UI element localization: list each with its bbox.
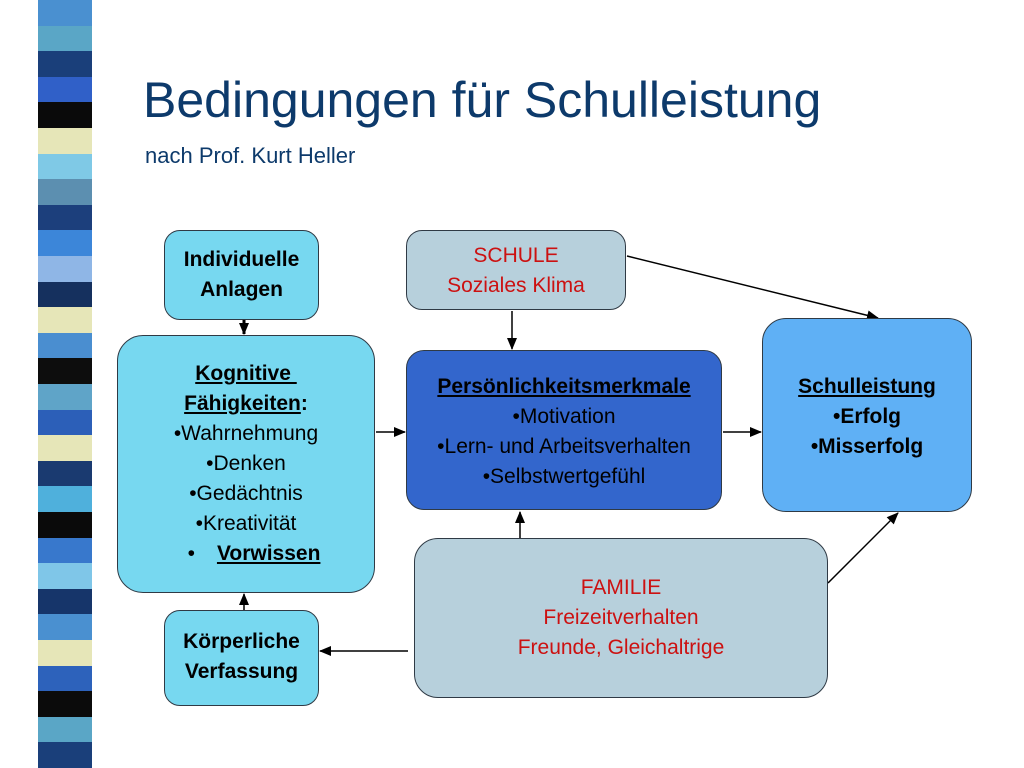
strip-block — [38, 486, 92, 512]
strip-block — [38, 614, 92, 640]
kognitiv-heading-2: Fähigkeiten — [184, 392, 301, 415]
strip-block — [38, 154, 92, 180]
kognitiv-list — [118, 419, 374, 569]
strip-block — [38, 205, 92, 231]
box-familie — [414, 538, 828, 698]
schulleistung-item-erfolg: •Erfolg — [832, 405, 901, 428]
strip-block — [38, 256, 92, 282]
box-individuelle-anlagen — [164, 230, 319, 320]
strip-block — [38, 538, 92, 564]
strip-block — [38, 179, 92, 205]
strip-block — [38, 589, 92, 615]
strip-block — [38, 102, 92, 128]
strip-block — [38, 0, 92, 26]
strip-block — [38, 742, 92, 768]
familie-line-1: FAMILIE — [580, 576, 662, 599]
strip-block — [38, 384, 92, 410]
strip-block — [38, 282, 92, 308]
koerper-line-1: Körperliche — [183, 630, 300, 653]
box-persoenlichkeitsmerkmale — [406, 350, 722, 510]
kognitiv-item-kreativitaet: •Kreativität — [195, 512, 297, 535]
strip-block — [38, 230, 92, 256]
kognitiv-item-wahrnehmung: •Wahrnehmung — [173, 422, 319, 445]
strip-block — [38, 640, 92, 666]
koerper-line-2: Verfassung — [184, 660, 299, 683]
anlagen-line-2: Anlagen — [200, 278, 283, 301]
slide-title: Bedingungen für Schulleistung — [143, 72, 822, 128]
kognitiv-heading-colon: : — [300, 392, 308, 415]
strip-block — [38, 691, 92, 717]
strip-block — [38, 26, 92, 52]
strip-block — [38, 307, 92, 333]
arrow-familie-to-schulleistung — [828, 513, 898, 583]
box-schule — [406, 230, 626, 310]
familie-line-3: Freunde, Gleichaltrige — [517, 636, 725, 659]
strip-block — [38, 51, 92, 77]
strip-block — [38, 333, 92, 359]
kognitiv-item-vorwissen: Vorwissen — [216, 542, 321, 565]
strip-block — [38, 77, 92, 103]
strip-block — [38, 128, 92, 154]
strip-block — [38, 461, 92, 487]
strip-block — [38, 358, 92, 384]
kognitiv-bullet-vorwissen: • — [187, 542, 195, 565]
box-koerperliche-verfassung — [164, 610, 319, 706]
anlagen-line-1: Individuelle — [183, 248, 300, 271]
schule-line-2: Soziales Klima — [447, 274, 585, 297]
slide-subtitle: nach Prof. Kurt Heller — [145, 143, 356, 168]
strip-block — [38, 717, 92, 743]
strip-block — [38, 512, 92, 538]
strip-block — [38, 666, 92, 692]
arrow-schule-to-schulleistung — [627, 256, 878, 318]
kognitiv-item-gedaechtnis: •Gedächtnis — [189, 482, 303, 505]
persoen-item-selbstwert: •Selbstwertgefühl — [482, 465, 646, 488]
kognitiv-heading-2-wrap — [118, 389, 374, 419]
box-schulleistung — [762, 318, 972, 512]
persoen-heading: Persönlichkeitsmerkmale — [437, 375, 691, 398]
schulleistung-heading: Schulleistung — [798, 375, 936, 398]
decorative-strip — [38, 0, 92, 768]
familie-line-2: Freizeitverhalten — [543, 606, 699, 629]
persoen-item-motivation: •Motivation — [512, 405, 616, 428]
strip-block — [38, 410, 92, 436]
schulleistung-item-misserfolg: •Misserfolg — [810, 435, 924, 458]
kognitiv-item-denken: •Denken — [206, 452, 286, 475]
kognitiv-heading-1: Kognitive — [195, 362, 297, 385]
kognitiv-item-vorwissen-wrap — [126, 539, 382, 569]
persoen-item-lernverhalten: •Lern- und Arbeitsverhalten — [437, 435, 691, 458]
strip-block — [38, 435, 92, 461]
schule-line-1: SCHULE — [473, 244, 559, 267]
box-kognitive-faehigkeiten — [117, 335, 375, 593]
strip-block — [38, 563, 92, 589]
